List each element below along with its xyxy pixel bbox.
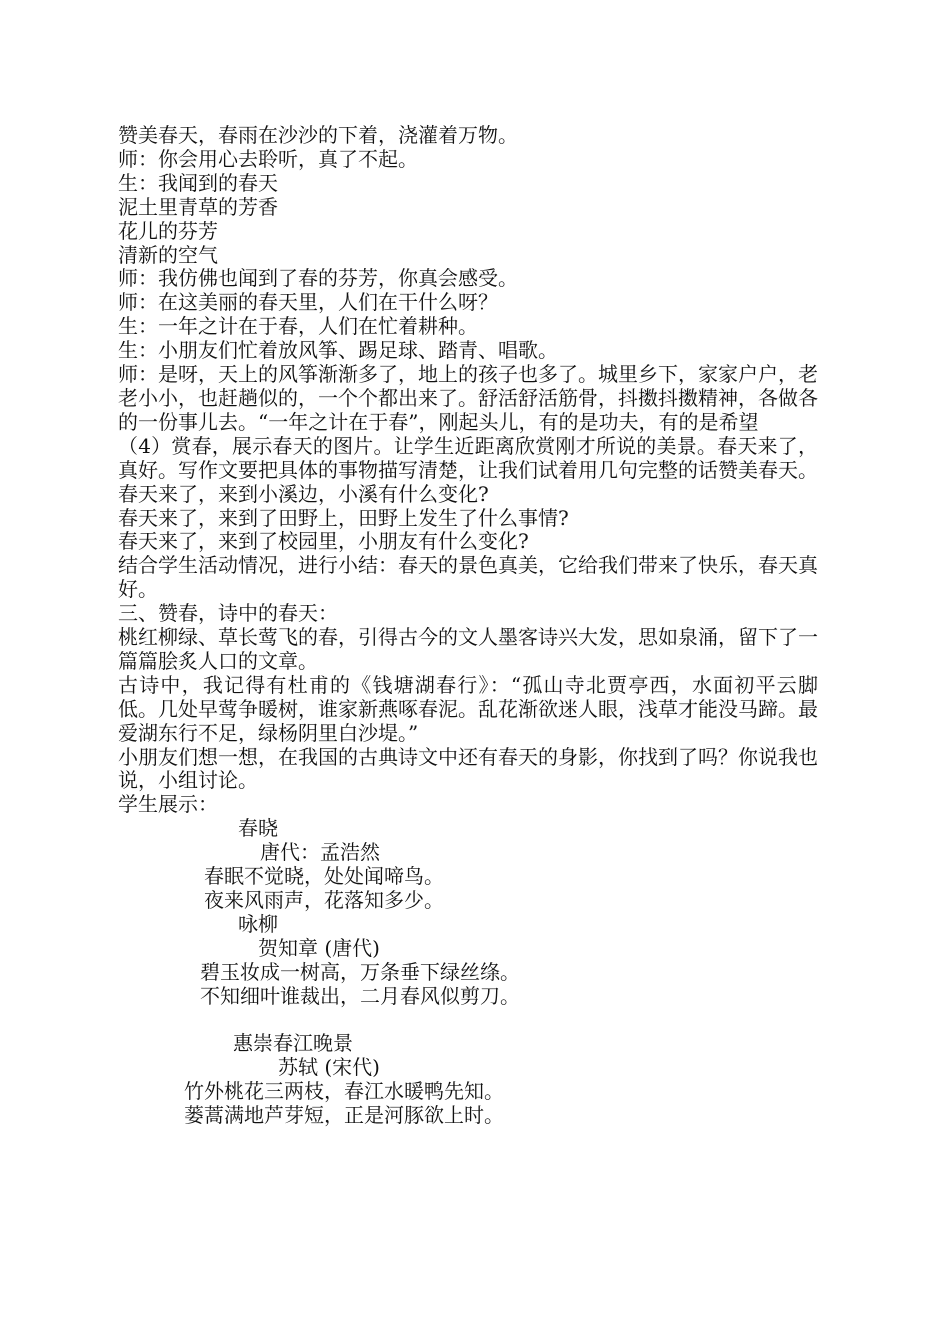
poem-yongliu: [118, 913, 818, 1009]
paragraph-dufu-poem: 古诗中，我记得有杜甫的《钱塘湖春行》：“孤山寺北贾亭西，水面初平云脚低。几处早莺争暖树，谁家新燕啄春泥。乱花渐欲迷人眼，浅草才能没马蹄。最爱湖东行不足，绿杨阴里白沙堤。”: [118, 672, 818, 745]
poem-line: 碧玉妆成一树高，万条垂下绿丝绦。: [200, 959, 520, 984]
poem-title: 咏柳: [238, 911, 278, 936]
text-line: 花儿的芬芳: [118, 218, 218, 243]
text-line: 泥土里青草的芳香: [118, 194, 278, 219]
text-line: 生：我闻到的春天: [118, 170, 278, 195]
poem-author: 唐代：孟浩然: [260, 840, 380, 865]
question-1: 春天来了，来到小溪边，小溪有什么变化?: [118, 481, 489, 506]
poem-author: 苏轼 (宋代): [278, 1055, 380, 1080]
paragraph-poets: 桃红柳绿、草长莺飞的春，引得古今的文人墨客诗兴大发，思如泉涌，留下了一篇篇脍炙人口的文章。: [118, 625, 818, 673]
poem-line: 夜来风雨声，花落知多少。: [204, 888, 444, 912]
question-2: 春天来了，来到了田野上，田野上发生了什么事情?: [118, 505, 569, 530]
paragraph-discussion: 小朋友们想一想，在我国的古典诗文中还有春天的身影，你找到了吗？你说我也说，小组讨论。: [118, 744, 818, 793]
text-line: 师：在这美丽的春天里，人们在干什么呀？: [118, 290, 498, 315]
poem-line: 春眠不觉晓，处处闻啼鸟。: [204, 864, 444, 889]
text-line: 生：小朋友们忙着放风筝、踢足球、踏青、唱歌。: [118, 338, 558, 363]
poem-line: 蒌蒿满地芦芽短，正是河豚欲上时。: [184, 1103, 504, 1128]
text-line: 师：你会用心去聆听，真了不起。: [118, 146, 418, 171]
text-line: 生：一年之计在于春，人们在忙着耕种。: [118, 314, 478, 339]
poem-line: 竹外桃花三两枝，春江水暖鸭先知。: [184, 1079, 504, 1104]
section-heading: 三、赞春，诗中的春天：: [118, 601, 338, 626]
students-show-label: 学生展示：: [118, 792, 218, 817]
text-line: 清新的空气: [118, 242, 218, 267]
blank-line: [118, 1009, 818, 1033]
paragraph-teacher: 师：是呀，天上的风筝渐渐多了，地上的孩子也多了。城里乡下，家家户户，老老小小，也赶趟似的，一个个都出来了。舒活舒活筋骨，抖擞抖擞精神，各做各的一份事儿去。“一年之计在于春”，刚起头儿，有的是功夫，有的是希望: [118, 362, 818, 434]
poem-huichong: [118, 1032, 818, 1128]
poem-title: 春晓: [238, 816, 278, 841]
poem-author: 贺知章 (唐代): [258, 935, 380, 960]
poem-chunxiao: [118, 817, 818, 913]
paragraph-summary: 结合学生活动情况，进行小结：春天的景色真美，它给我们带来了快乐，春天真好。: [118, 553, 818, 602]
poem-title: 惠崇春江晚景: [233, 1031, 353, 1056]
paragraph-appreciate-spring: （4）赏春，展示春天的图片。让学生近距离欣赏刚才所说的美景。春天来了，真好。写作文要把具体的事物描写清楚，让我们试着用几句完整的话赞美春天。: [118, 433, 818, 482]
document-page: [118, 124, 818, 1128]
text-line: 赞美春天，春雨在沙沙的下着，浇灌着万物。: [118, 123, 518, 147]
question-3: 春天来了，来到了校园里，小朋友有什么变化?: [118, 529, 529, 554]
text-line: 师：我仿佛也闻到了春的芬芳，你真会感受。: [118, 266, 518, 291]
poem-line: 不知细叶谁裁出，二月春风似剪刀。: [200, 983, 520, 1008]
